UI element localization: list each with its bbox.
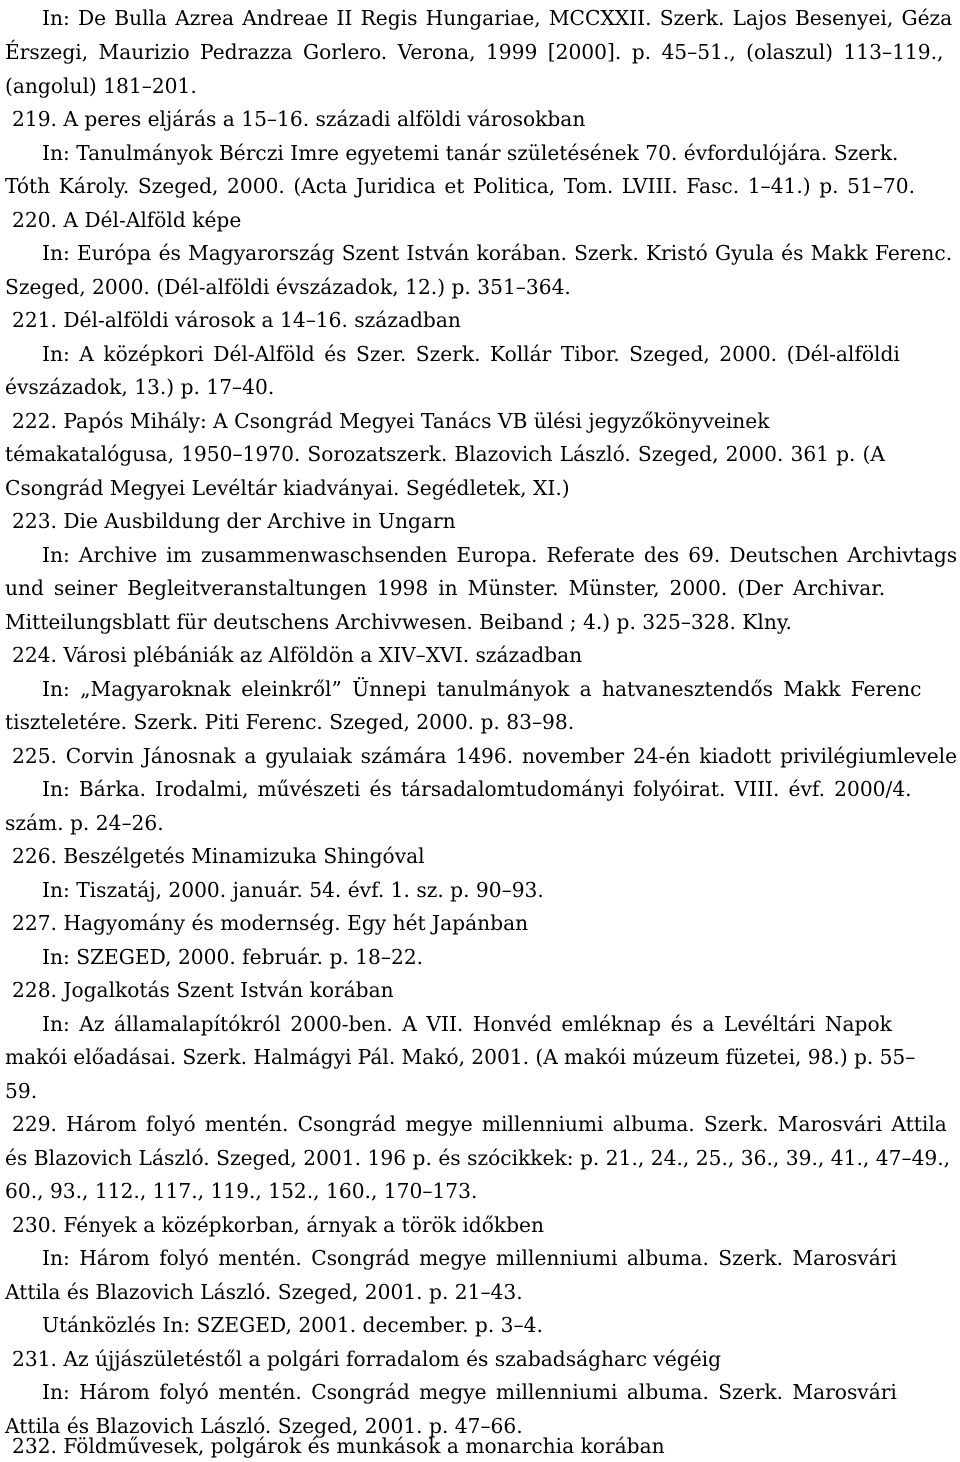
line-43: Attila és Blazovich László. Szeged, 2001. p. 47–66. xyxy=(5,1414,523,1438)
line-15: Csongrád Megyei Levéltár kiadványai. Segédletek, XI.) xyxy=(5,476,570,500)
line-31: In: Az államalapítókról 2000-ben. A VII. Honvéd emléknap és a Levéltári Napok xyxy=(42,1012,892,1036)
line-11: In: A középkori Dél-Alföld és Szer. Szerk. Kollár Tibor. Szeged, 2000. (Dél-alföldi xyxy=(42,342,900,366)
entry-230-title: 230. Fények a középkorban, árnyak a török időkben xyxy=(12,1213,544,1237)
line-24: In: Bárka. Irodalmi, művészeti és társadalomtudományi folyóirat. VIII. évf. 2000/4. xyxy=(42,777,912,801)
entry-227-title: 227. Hagyomány és modernség. Egy hét Japánban xyxy=(12,911,529,935)
line-32: makói előadásai. Szerk. Halmágyi Pál. Makó, 2001. (A makói múzeum füzetei, 98.) p. 55– xyxy=(5,1045,916,1069)
entry-226-title: 226. Beszélgetés Minamizuka Shingóval xyxy=(12,844,425,868)
line-3: (angolul) 181–201. xyxy=(5,74,197,98)
entry-231-title: 231. Az újjászületéstől a polgári forradalom és szabadságharc végéig xyxy=(12,1347,722,1371)
line-9: Szeged, 2000. (Dél-alföldi évszázadok, 12.) p. 351–364. xyxy=(5,275,571,299)
line-38: In: Három folyó mentén. Csongrád megye millenniumi albuma. Szerk. Marosvári xyxy=(42,1246,897,1270)
line-8: In: Európa és Magyarország Szent István korában. Szerk. Kristó Gyula és Makk Ferenc. xyxy=(42,241,953,265)
line-12: évszázadok, 13.) p. 17–40. xyxy=(5,375,275,399)
line-18: und seiner Begleitveranstaltungen 1998 in Münster. Münster, 2000. (Der Archivar. xyxy=(5,576,886,600)
entry-219-title: 219. A peres eljárás a 15–16. századi alföldi városokban xyxy=(12,107,586,131)
line-19: Mitteilungsblatt für deutschens Archivwesen. Beiband ; 4.) p. 325–328. Klny. xyxy=(5,610,792,634)
line-29: In: SZEGED, 2000. február. p. 18–22. xyxy=(42,945,424,969)
entry-220-title: 220. A Dél-Alföld képe xyxy=(12,208,242,232)
entry-221-title: 221. Dél-alföldi városok a 14–16. században xyxy=(12,308,461,332)
line-36: 60., 93., 112., 117., 119., 152., 160., 170–173. xyxy=(5,1179,478,1203)
line-40: Utánközlés In: SZEGED, 2001. december. p. 3–4. xyxy=(42,1313,543,1337)
entry-225-title: 225. Corvin Jánosnak a gyulaiak számára 1496. november 24-én kiadott privilégiumlevele xyxy=(12,744,958,768)
entry-228-title: 228. Jogalkotás Szent István korában xyxy=(12,978,394,1002)
entry-232-title: 232. Földművesek, polgárok és munkások a monarchia korában xyxy=(12,1434,665,1458)
line-14: témakatalógusa, 1950–1970. Sorozatszerk. Blazovich László. Szeged, 2000. 361 p. (A xyxy=(5,442,885,466)
entry-229-title: 229. Három folyó mentén. Csongrád megye millenniumi albuma. Szerk. Marosvári Attila xyxy=(12,1112,947,1136)
line-33: 59. xyxy=(5,1079,38,1103)
line-42: In: Három folyó mentén. Csongrád megye millenniumi albuma. Szerk. Marosvári xyxy=(42,1380,897,1404)
line-39: Attila és Blazovich László. Szeged, 2001. p. 21–43. xyxy=(5,1280,523,1304)
line-25: szám. p. 24–26. xyxy=(5,811,164,835)
line-21: In: „Magyaroknak eleinkről” Ünnepi tanulmányok a hatvanesztendős Makk Ferenc xyxy=(42,677,922,701)
line-35: és Blazovich László. Szeged, 2001. 196 p. és szócikkek: p. 21., 24., 25., 36., 39., 41., 47–49., xyxy=(5,1146,951,1170)
entry-223-title: 223. Die Ausbildung der Archive in Ungarn xyxy=(12,509,456,533)
line-27: In: Tiszatáj, 2000. január. 54. évf. 1. sz. p. 90–93. xyxy=(42,878,544,902)
line-5: In: Tanulmányok Bérczi Imre egyetemi tanár születésének 70. évfordulójára. Szerk. xyxy=(42,141,899,165)
line-2: Érszegi, Maurizio Pedrazza Gorlero. Verona, 1999 [2000]. p. 45–51., (olaszul) 113–119., xyxy=(5,40,944,64)
entry-224-title: 224. Városi plébániák az Alföldön a XIV–XVI. században xyxy=(12,643,583,667)
entry-222-title: 222. Papós Mihály: A Csongrád Megyei Tanács VB ülési jegyzőkönyveinek xyxy=(12,409,770,433)
line-6: Tóth Károly. Szeged, 2000. (Acta Juridica et Politica, Tom. LVIII. Fasc. 1–41.) p. 51–70. xyxy=(5,174,916,198)
line-17: In: Archive im zusammenwaschsenden Europa. Referate des 69. Deutschen Archivtags xyxy=(42,543,958,567)
line-22: tiszteletére. Szerk. Piti Ferenc. Szeged, 2000. p. 83–98. xyxy=(5,710,575,734)
line-1: In: De Bulla Azrea Andreae II Regis Hungariae, MCCXXII. Szerk. Lajos Besenyei, Géza xyxy=(42,6,953,30)
